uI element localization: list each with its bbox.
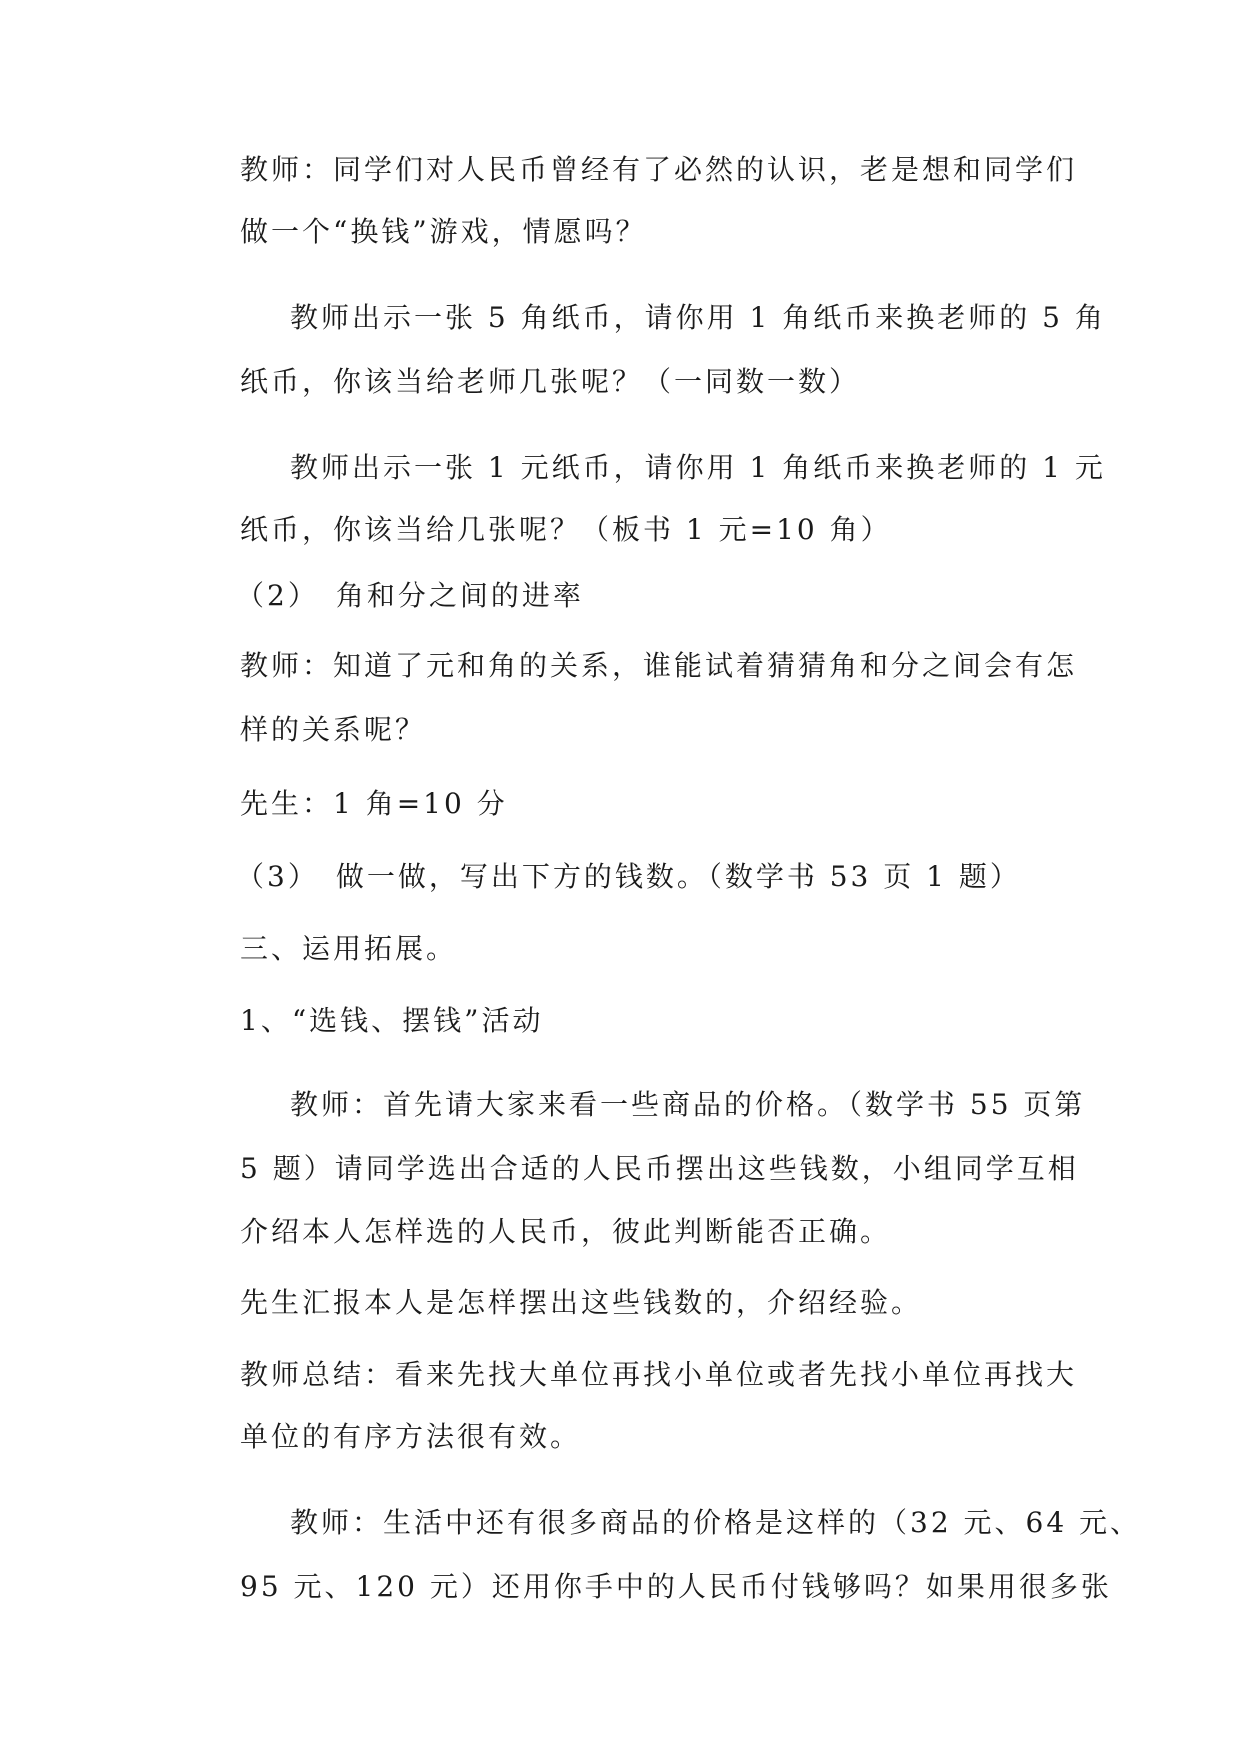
text-line-2: 做一个“换钱”游戏，情愿吗？ <box>240 215 647 248</box>
text-line-12: 三、运用拓展。 <box>240 932 458 965</box>
text-line-14: 教师：首先请大家来看一些商品的价格。（数学书 55 页第 <box>290 1088 1086 1121</box>
text-line-19: 单位的有序方法很有效。 <box>240 1420 582 1453</box>
text-line-20: 教师：生活中还有很多商品的价格是这样的（32 元、64 元、 <box>290 1506 1142 1539</box>
text-line-21: 95 元、120 元）还用你手中的人民币付钱够吗？如果用很多张 <box>240 1570 1112 1603</box>
text-line-3: 教师出示一张 5 角纸币，请你用 1 角纸币来换老师的 5 角 <box>290 301 1106 334</box>
text-line-1: 教师：同学们对人民币曾经有了必然的认识，老是想和同学们 <box>240 153 1078 186</box>
text-line-18: 教师总结：看来先找大单位再找小单位或者先找小单位再找大 <box>240 1358 1078 1391</box>
text-line-11: （3） 做一做，写出下方的钱数。（数学书 53 页 1 题） <box>236 860 1021 893</box>
text-line-9: 样的关系呢？ <box>240 713 427 746</box>
text-line-6: 纸币，你该当给几张呢？（板书 1 元=10 角） <box>240 513 892 546</box>
text-line-8: 教师：知道了元和角的关系，谁能试着猜猜角和分之间会有怎 <box>240 649 1078 682</box>
text-line-15: 5 题）请同学选出合适的人民币摆出这些钱数，小组同学互相 <box>240 1152 1079 1185</box>
text-line-5: 教师出示一张 1 元纸币，请你用 1 角纸币来换老师的 1 元 <box>290 451 1106 484</box>
text-line-17: 先生汇报本人是怎样摆出这些钱数的，介绍经验。 <box>240 1286 923 1319</box>
text-line-10: 先生：1 角=10 分 <box>240 787 508 820</box>
text-line-13: 1、“选钱、摆钱”活动 <box>240 1004 544 1037</box>
text-line-4: 纸币，你该当给老师几张呢？（一同数一数） <box>240 365 861 398</box>
text-line-16: 介绍本人怎样选的人民币，彼此判断能否正确。 <box>240 1215 892 1248</box>
text-line-7: （2） 角和分之间的进率 <box>236 579 584 612</box>
